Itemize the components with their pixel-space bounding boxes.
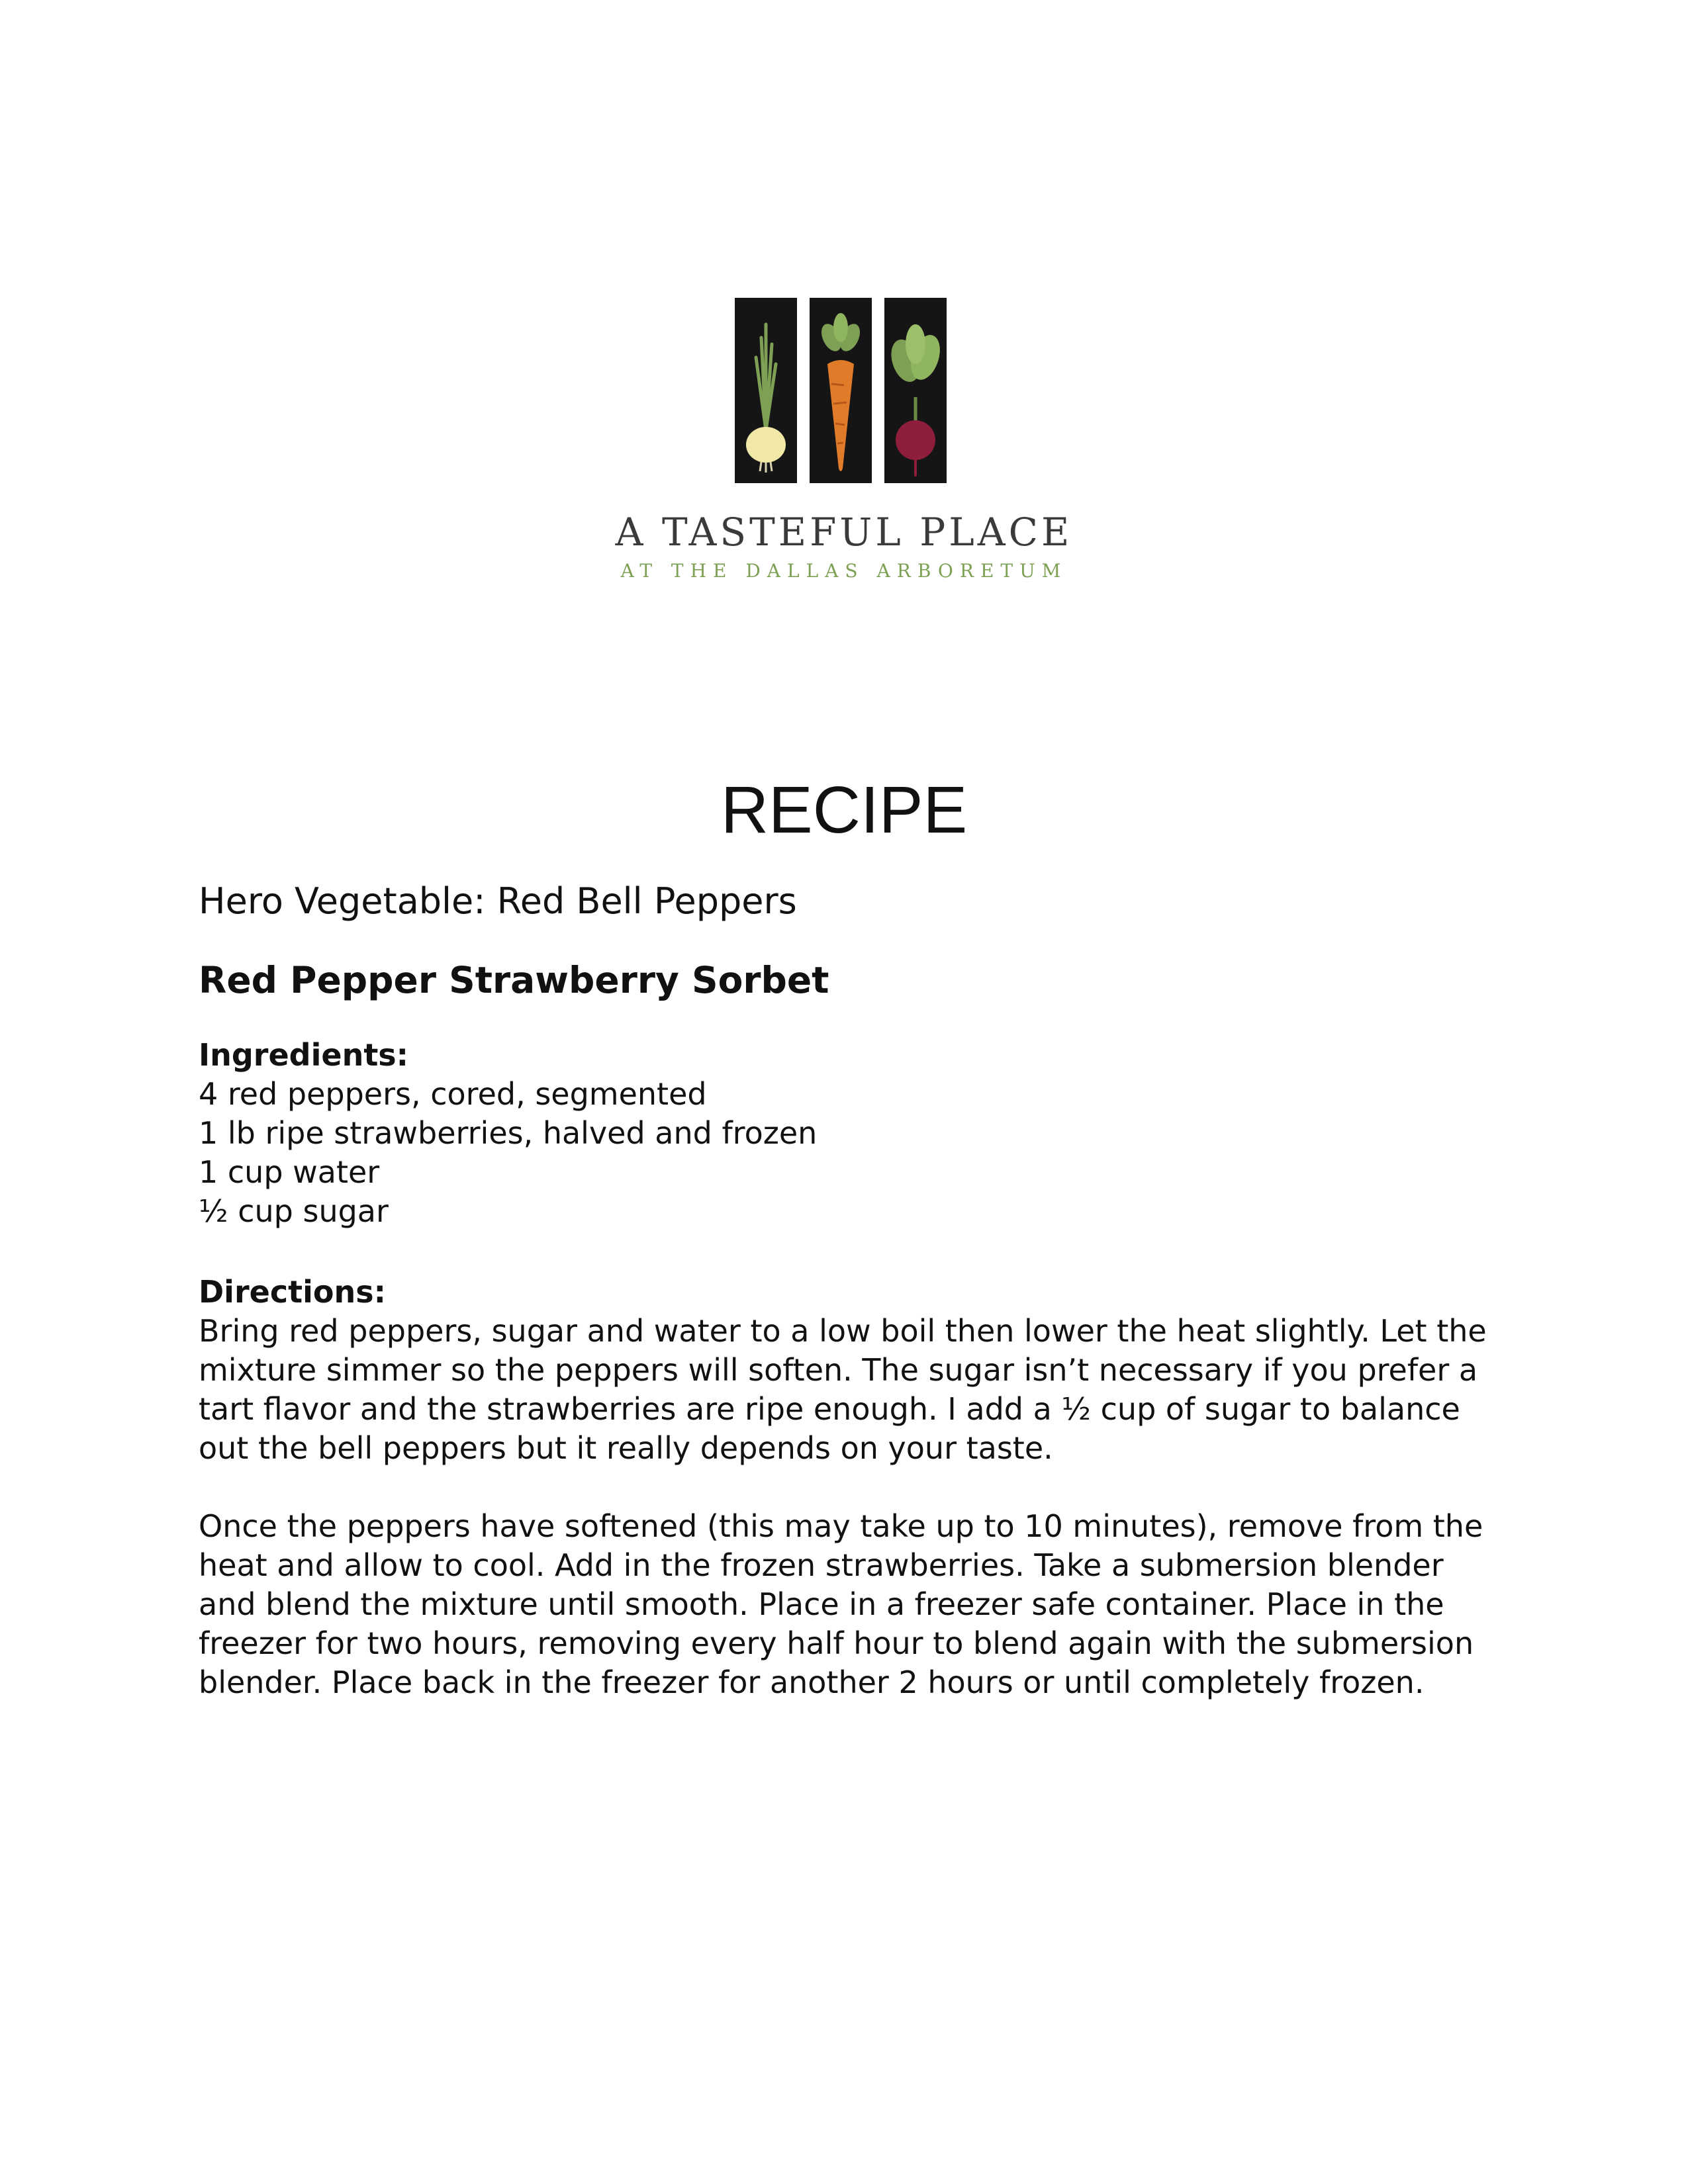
onion-icon	[735, 298, 797, 483]
directions-paragraph: Bring red peppers, sugar and water to a low boil then lower the heat slightly. Let the mixture simmer so the peppers will soften. The sugar isn’t necessary if you prefer a tart flavor and the strawberries are ripe enough. I add a ½ cup of sugar to balance out the bell peppers but it really depends on your taste.	[199, 1313, 1487, 1466]
ingredient-item: 1 cup water	[199, 1154, 380, 1190]
ingredient-item: ½ cup sugar	[199, 1193, 389, 1229]
ingredients-label: Ingredients:	[199, 1037, 409, 1073]
logo	[735, 298, 947, 483]
document-title: RECIPE	[720, 773, 968, 847]
ingredient-item: 1 lb ripe strawberries, halved and frozen	[199, 1115, 818, 1151]
directions-paragraph: Once the peppers have softened (this may take up to 10 minutes), remove from the heat and allow to cool. Add in the frozen strawberries. Take a submersion blender and blend the mixture until smooth. Place in a freezer safe container. Place in the freezer for two hours, removing every half hour to blend again with the submersion blender. Place back in the freezer for another 2 hours or until completely frozen.	[199, 1508, 1483, 1700]
recipe-content	[199, 880, 1496, 1741]
ingredient-item: 4 red peppers, cored, segmented	[199, 1076, 707, 1112]
logo-name: A TASTEFUL PLACE	[615, 510, 1073, 555]
ingredients-list	[199, 1075, 1496, 1231]
carrot-icon	[810, 298, 872, 483]
recipe-name: Red Pepper Strawberry Sorbet	[199, 959, 829, 1001]
directions-label: Directions:	[199, 1274, 386, 1310]
beet-icon	[884, 298, 947, 483]
hero-vegetable: Hero Vegetable: Red Bell Peppers	[199, 880, 797, 922]
logo-subtitle: AT THE DALLAS ARBORETUM	[620, 560, 1068, 582]
